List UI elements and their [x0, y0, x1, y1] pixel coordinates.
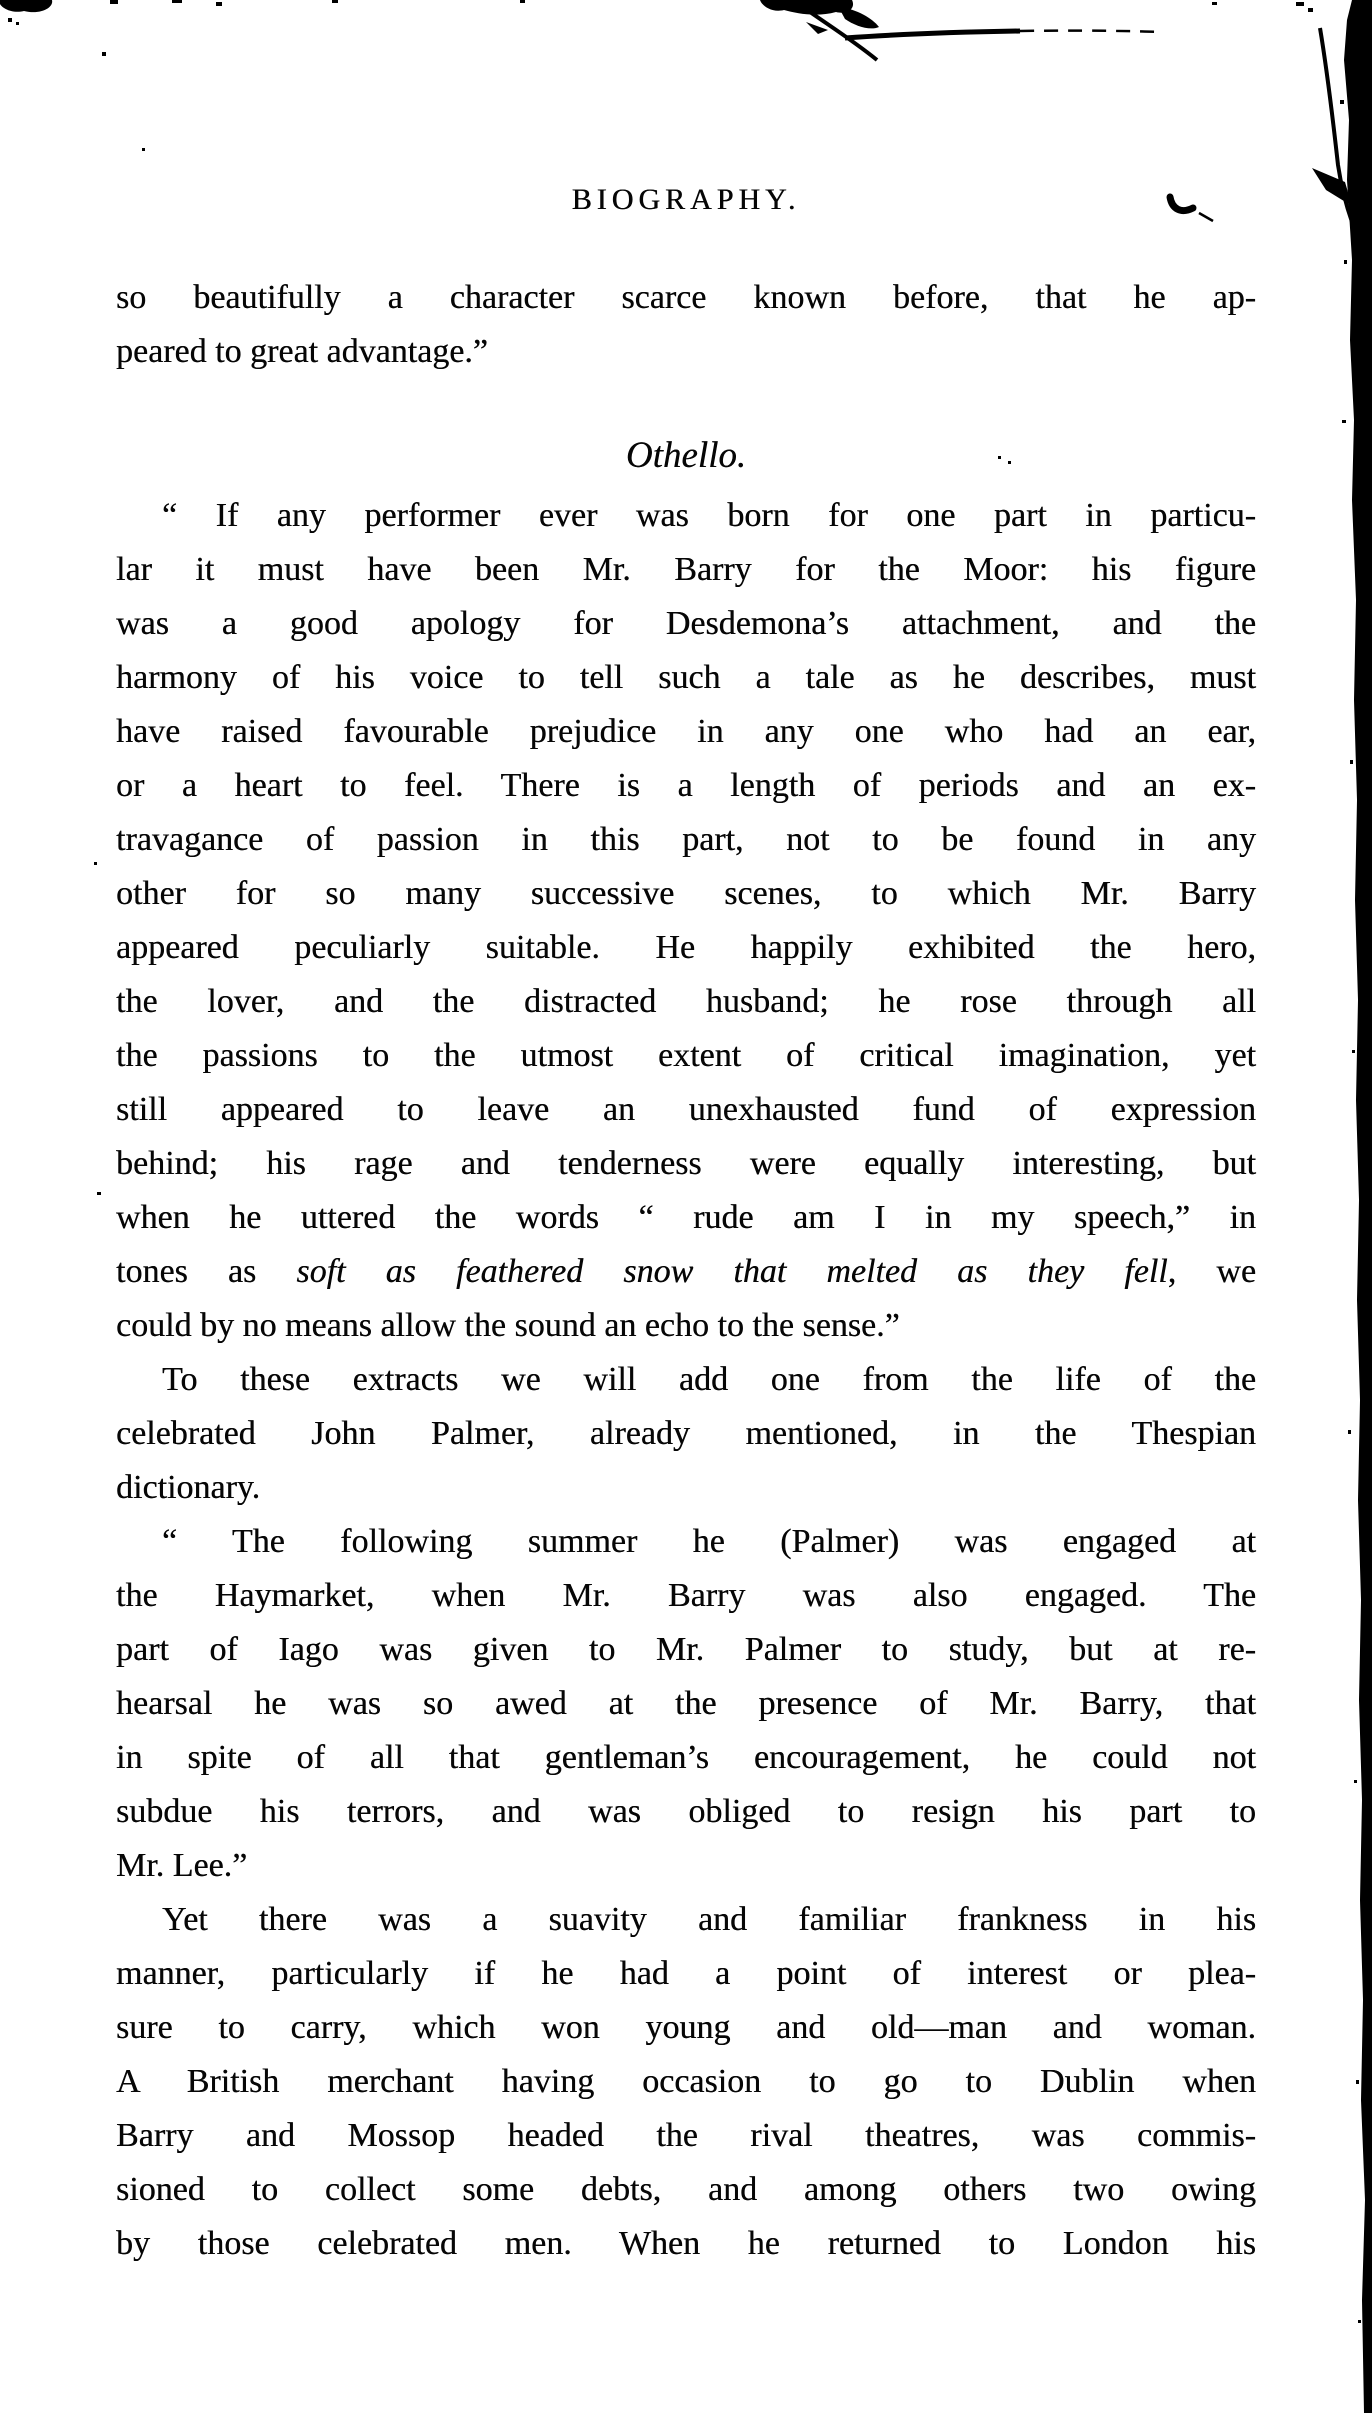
text-line — [116, 271, 1256, 325]
paragraph-2 — [116, 489, 1256, 1353]
top-smudge-blob2 — [838, 6, 879, 28]
text-line — [116, 1839, 1256, 1893]
text-line — [116, 1137, 1256, 1191]
right-edge-shadow — [1344, 0, 1372, 2413]
text-line — [116, 975, 1256, 1029]
arrow-speck — [806, 22, 828, 34]
paragraph-1 — [116, 271, 1256, 379]
italic-text: soft as feathered snow that melted as they fell — [296, 1253, 1168, 1290]
text-line — [116, 1731, 1256, 1785]
text-segment: Yet there was a suavity and familiar frankness in his — [162, 1901, 1256, 1938]
text-segment: manner, particularly if he had a point of interest or plea- — [116, 1955, 1256, 1992]
text-segment: when he uttered the words “ rude am I in my speech,” in — [116, 1199, 1256, 1236]
body-text — [116, 271, 1256, 2271]
section-heading: Othello. — [625, 435, 747, 476]
text-segment: part of Iago was given to Mr. Palmer to study, but at re- — [116, 1631, 1256, 1668]
text-line — [116, 597, 1256, 651]
text-line — [116, 1785, 1256, 1839]
text-line — [116, 543, 1256, 597]
text-segment: “ The following summer he (Palmer) was engaged at — [162, 1523, 1256, 1560]
text-line — [116, 1299, 1256, 1353]
text-segment: tones as — [116, 1253, 297, 1290]
text-segment: the lover, and the distracted husband; he rose through all — [116, 983, 1256, 1020]
text-segment: Mr. Lee.” — [116, 1847, 248, 1884]
text-segment: in spite of all that gentleman’s encouragement, he could not — [116, 1739, 1256, 1776]
text-segment: hearsal he was so awed at the presence of Mr. Barry, that — [116, 1685, 1256, 1722]
text-line — [116, 921, 1256, 975]
text-line — [116, 1353, 1256, 1407]
text-line — [116, 1407, 1256, 1461]
text-line — [116, 1569, 1256, 1623]
text-line — [116, 867, 1256, 921]
text-segment: appeared peculiarly suitable. He happily exhibited the hero, — [116, 929, 1256, 966]
text-line — [116, 1893, 1256, 1947]
text-segment: To these extracts we will add one from the life of the — [162, 1361, 1256, 1398]
text-line — [116, 1461, 1256, 1515]
text-line — [116, 759, 1256, 813]
text-line — [116, 2001, 1256, 2055]
text-line — [116, 2055, 1256, 2109]
text-segment: sioned to collect some debts, and among others two owing — [116, 2171, 1256, 2208]
text-line — [116, 1947, 1256, 2001]
text-line — [116, 1191, 1256, 1245]
text-line — [116, 1677, 1256, 1731]
text-segment: the passions to the utmost extent of critical imagination, yet — [116, 1037, 1256, 1074]
text-segment: still appeared to leave an unexhausted fund of expression — [116, 1091, 1256, 1128]
horizontal-streak-dashes — [1020, 31, 1162, 32]
text-segment: by those celebrated men. When he returned to London his — [116, 2225, 1256, 2262]
text-line — [116, 813, 1256, 867]
text-segment: “ If any performer ever was born for one part in particu- — [162, 497, 1256, 534]
text-segment: or a heart to feel. There is a length of periods and an ex- — [116, 767, 1256, 804]
text-line — [116, 705, 1256, 759]
text-segment: could by no means allow the sound an echo to the sense.” — [116, 1307, 900, 1344]
paragraph-5 — [116, 1893, 1256, 2271]
text-segment: have raised favourable prejudice in any one who had an ear, — [116, 713, 1256, 750]
torn-edge-line-icon — [1320, 28, 1352, 222]
text-segment: dictionary. — [116, 1469, 261, 1506]
text-segment: harmony of his voice to tell such a tale as he describes, must — [116, 659, 1256, 696]
text-line — [116, 1245, 1256, 1299]
horizontal-streak-thick — [845, 31, 1020, 38]
top-left-blot — [0, 0, 52, 12]
torn-edge-wedge — [1312, 168, 1352, 206]
text-line — [116, 1083, 1256, 1137]
text-segment: Barry and Mossop headed the rival theatres, was commis- — [116, 2117, 1256, 2154]
text-line — [116, 651, 1256, 705]
text-line — [116, 2109, 1256, 2163]
top-smudge-blob — [760, 0, 853, 15]
text-line — [116, 1623, 1256, 1677]
text-segment: , we — [1167, 1253, 1256, 1290]
text-segment: travagance of passion in this part, not to be found in any — [116, 821, 1256, 858]
text-line — [116, 1029, 1256, 1083]
text-line — [116, 489, 1256, 543]
text-segment: lar it must have been Mr. Barry for the Moor: his figure — [116, 551, 1256, 588]
text-segment: behind; his rage and tenderness were equally interesting, but — [116, 1145, 1256, 1182]
text-segment: A British merchant having occasion to go to Dublin when — [116, 2063, 1256, 2100]
running-head: BIOGRAPHY. — [571, 183, 801, 216]
text-segment: peared to great advantage.” — [116, 333, 488, 370]
text-line — [116, 1515, 1256, 1569]
text-segment: was a good apology for Desdemona’s attachment, and the — [116, 605, 1256, 642]
text-line — [116, 2217, 1256, 2271]
text-line — [116, 2163, 1256, 2217]
paragraph-3 — [116, 1353, 1256, 1515]
text-segment: other for so many successive scenes, to which Mr. Barry — [116, 875, 1256, 912]
paragraph-4 — [116, 1515, 1256, 1893]
diagonal-streak — [810, 12, 877, 60]
text-segment: celebrated John Palmer, already mentioned, in the Thespian — [116, 1415, 1256, 1452]
text-line — [116, 325, 1256, 379]
text-segment: subdue his terrors, and was obliged to resign his part to — [116, 1793, 1256, 1830]
text-segment: so beautifully a character scarce known before, that he ap- — [116, 279, 1256, 316]
text-segment: the Haymarket, when Mr. Barry was also engaged. The — [116, 1577, 1256, 1614]
text-segment: sure to carry, which won young and old—man and woman. — [116, 2009, 1256, 2046]
